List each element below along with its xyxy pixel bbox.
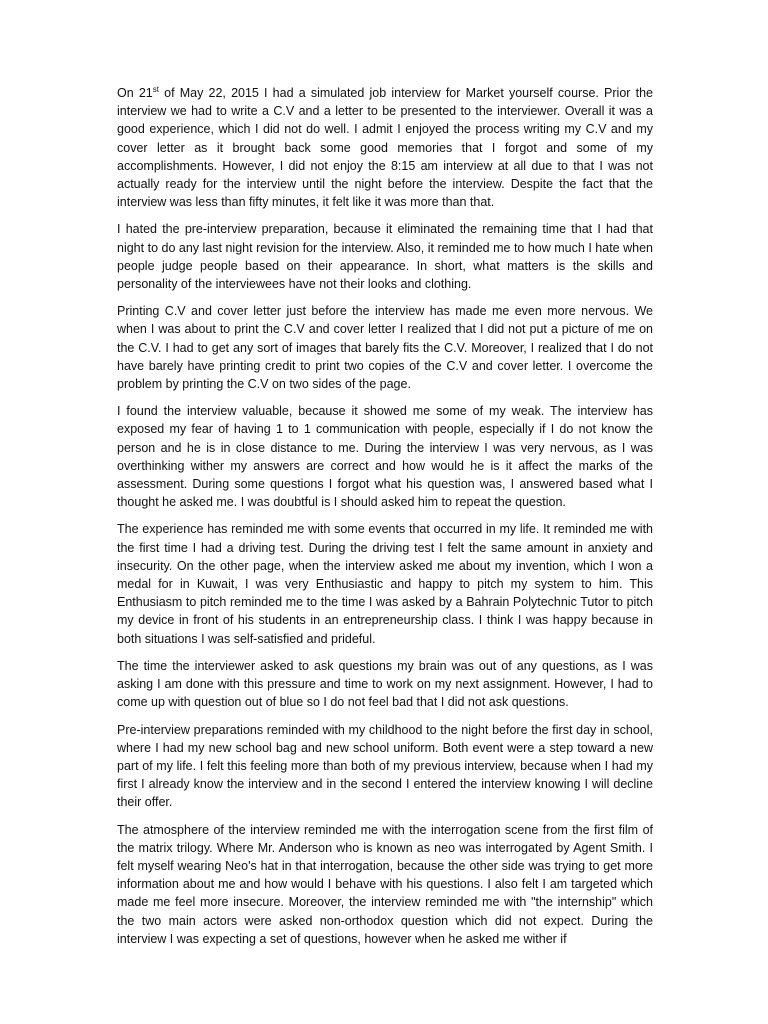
paragraph-interview-value: I found the interview valuable, because it showed me some of my weak. The interview has exposed my fear of having 1 to 1 communication with people, especially if I do not know the person and he is in close distance to me. During the interview I was very nervous, as I was overthinking wither my answers are correct and how would he is it affect the marks of the assessment. During some questions I forgot what his question was, I answered based what I thought he asked me. I was doubtful is I should asked him to repeat the question. bbox=[117, 404, 653, 510]
intro-ordinal: st bbox=[152, 84, 159, 94]
intro-text: of May 22, 2015 I had a simulated job interview for Market yourself course. Prior the interview we had to write a C.V and a letter to be presented to the interviewer. Overall it was a good experience, which I did not do well. I admit I enjoyed the process writing my C.V and my cover letter as it brought back some good memories that I forgot and some of my accomplishments. However, I did not enjoy the 8:15 am interview at all due to that I was not actually ready for the interview until the night before the interview. Despite the fact that the interview was less than fifty minutes, it felt like it was more than that. bbox=[117, 86, 653, 210]
intro-day: On 21 bbox=[117, 86, 153, 100]
document-body bbox=[117, 84, 653, 957]
paragraph-preparation: I hated the pre-interview preparation, because it eliminated the remaining time that I had that night to do any last night revision for the interview. Also, it reminded me to how much I hate when people judge people based on their appearance. In short, what matters is the skills and personality of the interviewees have not their looks and clothing. bbox=[117, 222, 653, 292]
paragraph-intro bbox=[117, 84, 653, 211]
paragraph-atmosphere: The atmosphere of the interview reminded me with the interrogation scene from the first film of the matrix trilogy. Where Mr. Anderson who is known as neo was interrogated by Agent Smith. I felt myself wearing Neo's hat in that interrogation, because the other side was trying to get more information about me and how would I behave with his questions. I also felt I am targeted which made me feel more insecure. Moreover, the interview reminded me with "the internship" which the two main actors were asked non-orthodox question which did not expect. During the interview I was expecting a set of questions, however when he asked me wither if bbox=[117, 822, 653, 946]
paragraph-printing: Printing C.V and cover letter just before the interview has made me even more nervous. We when I was about to print the C.V and cover letter I realized that I did not put a picture of me on the C.V. I had to get any sort of images that barely fits the C.V. Moreover, I realized that I do not have barely have printing credit to print two copies of the C.V and cover letter. I overcome the problem by printing the C.V on two sides of the page. bbox=[117, 304, 653, 392]
paragraph-questions: The time the interviewer asked to ask questions my brain was out of any questions, as I was asking I am done with this pressure and time to work on my next assignment. However, I had to come up with question out of blue so I do not feel bad that I did not ask questions. bbox=[117, 658, 653, 710]
paragraph-childhood: Pre-interview preparations reminded with my childhood to the night before the first day in school, where I had my new school bag and new school uniform. Both event were a step toward a new part of my life. I felt this feeling more than both of my previous interview, because when I had my first I already know the interview and in the second I entered the interview knowing I will decline their offer. bbox=[117, 722, 653, 810]
paragraph-experience: The experience has reminded me with some events that occurred in my life. It reminded me with the first time I had a driving test. During the driving test I felt the same amount in anxiety and insecurity. On the other page, when the interview asked me about my invention, which I won a medal for in Kuwait, I was very Enthusiastic and happy to pitch my system to him. This Enthusiasm to pitch reminded me to the time I was asked by a Bahrain Polytechnic Tutor to pitch my device in front of his students in an entrepreneurship class. I think I was happy because in both situations I was self-satisfied and prideful. bbox=[117, 522, 653, 646]
